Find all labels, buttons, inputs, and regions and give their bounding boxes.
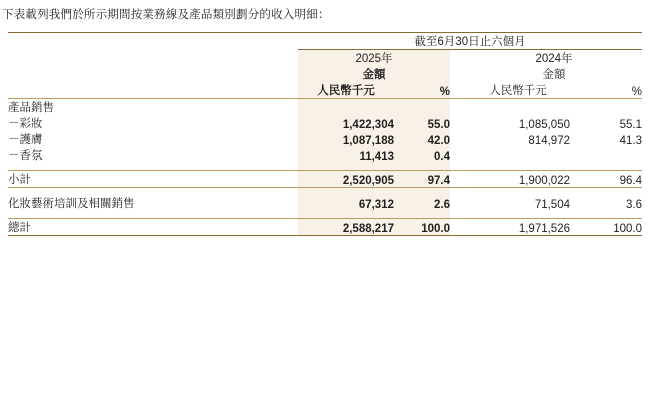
spacer-before-total [8,211,642,219]
row-amount-2025-skincare: 1,087,188 [298,131,394,147]
intro-paragraph: 下表載列我們於所示期間按業務線及產品類別劃分的收入明細： [2,9,330,21]
other-revenue-gap [450,195,466,211]
row-pct-2025-skincare: 42.0 [394,131,450,147]
subtotal-amount-2025: 2,520,905 [298,171,394,188]
year-header-spacer [8,50,298,67]
subtotal-label: 小計 [8,174,31,186]
total-amount-2024: 1,971,526 [518,223,570,235]
unit-label-row [8,82,642,99]
year-header-row [8,50,642,67]
total-pct-2025: 100.0 [394,219,450,236]
row-label-skincare: －護膚 [8,134,43,146]
other-revenue-amount-2024: 71,504 [534,199,570,211]
other-revenue-row [8,195,642,211]
row-amount-2024-makeup: 1,085,050 [518,119,570,131]
section-title-gap [450,99,466,115]
year-header-2025: 2025年 [298,50,450,67]
section-title-shade-2025 [298,99,450,115]
other-revenue-pct-2024: 3.6 [626,199,642,211]
total-amount-2025: 2,588,217 [298,219,394,236]
subtotal-gap [450,171,466,188]
table-row [8,147,642,163]
unit-label-spacer [8,82,298,99]
amount-label-2025: 金額 [298,66,450,82]
row-amount-2025-makeup: 1,422,304 [298,115,394,131]
year-header-2024: 2024年 [535,53,573,65]
period-header-row [8,33,642,50]
amount-label-spacer [8,66,298,82]
row-label-makeup: －彩妝 [8,118,43,130]
unit-label-gap [450,82,466,99]
total-row [8,219,642,236]
spacer-before-subtotal [8,163,642,171]
total-label: 總計 [8,222,31,234]
subtotal-row [8,171,642,188]
amount-label-2024: 金額 [542,69,566,81]
pct-label-2024: % [631,86,642,98]
row-amount-2024-fragrance [466,147,570,163]
row-pct-2024-fragrance [570,147,642,163]
table-row [8,115,642,131]
revenue-breakdown-table [8,32,642,236]
total-gap [450,219,466,236]
amount-label-row [8,66,642,82]
row-pct-2025-makeup: 55.0 [394,115,450,131]
row-pct-2024-makeup: 55.1 [619,119,642,131]
row-gap-fragrance [450,147,466,163]
unit-label-2024: 人民幣千元 [489,85,547,97]
table-bottom-rule [8,236,642,237]
section-title-row [8,99,642,115]
other-revenue-amount-2025: 67,312 [298,195,394,211]
section-title-blank-2024 [466,99,642,115]
section-title-product-sales: 產品銷售 [8,102,54,114]
row-pct-2025-fragrance: 0.4 [394,147,450,163]
row-pct-2024-skincare: 41.3 [619,135,642,147]
year-header-gap [450,50,466,67]
row-amount-2025-fragrance: 11,413 [298,147,394,163]
row-gap-skincare [450,131,466,147]
row-gap-makeup [450,115,466,131]
row-amount-2024-skincare: 814,972 [528,135,570,147]
subtotal-pct-2025: 97.4 [394,171,450,188]
other-revenue-pct-2025: 2.6 [394,195,450,211]
unit-label-2025: 人民幣千元 [298,82,394,99]
other-revenue-label: 化妝藝術培訓及相關銷售 [8,198,135,210]
period-header-spacer [8,33,298,50]
subtotal-amount-2024: 1,900,022 [518,175,570,187]
amount-label-gap [450,66,466,82]
spacer-after-subtotal [8,188,642,195]
pct-label-2025: % [394,82,450,99]
subtotal-pct-2024: 96.4 [619,175,642,187]
row-label-fragrance: －香氛 [8,150,43,162]
period-header: 截至6月30日止六個月 [298,33,642,50]
total-pct-2024: 100.0 [613,223,642,235]
table-row [8,131,642,147]
